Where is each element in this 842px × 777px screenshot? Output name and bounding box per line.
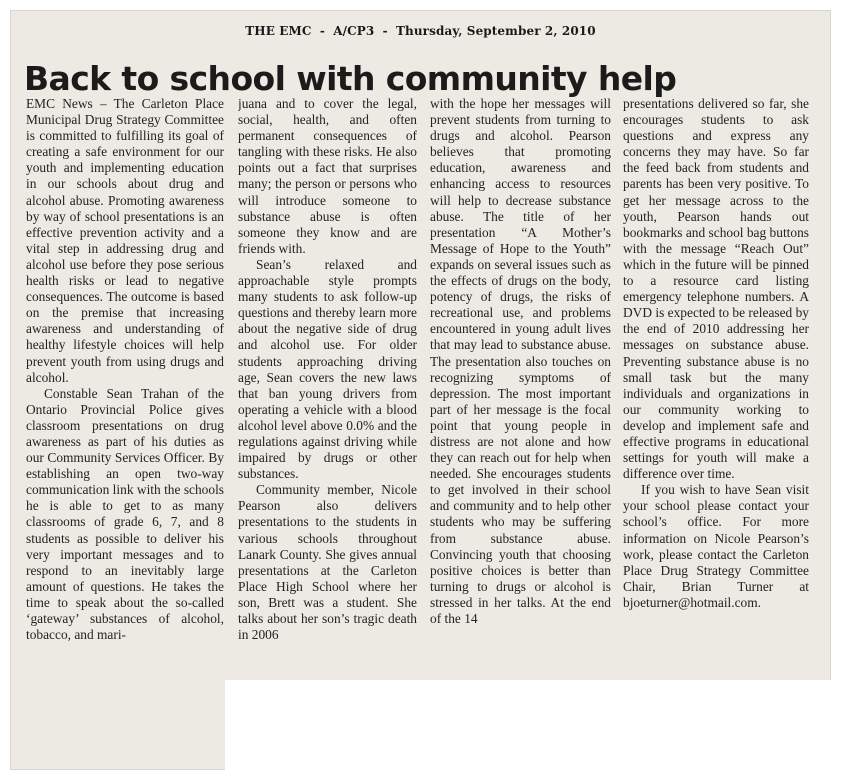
article-paragraph: Sean’s relaxed and approachable style prompts many students to ask follow-up questions and thereby learn more about the negative side of drug and alcohol use. For older students approaching driving age, Sean covers the new laws that ban young drivers from operating a vehicle with a blood alcohol level above 0.0% and the regulations against driving while impaired by drugs or other substances. — [238, 256, 417, 482]
page-background — [225, 680, 832, 772]
article-column-4 — [623, 96, 809, 690]
article-paragraph: Constable Sean Trahan of the Ontario Provincial Police gives classroom presentations on drug awareness as part of his duties as our Community Services Officer. By establishing an open two-way communication link with the schools he is able to get to as many classrooms of grade 6, 7, and 8 students as possible to deliver his very important messages and to respond to an inevitably large amount of questions. He takes the time to speak about the so-called ‘gateway’ substances of alcohol, tobacco, and mari- — [26, 385, 224, 643]
issue-date: Thursday, September 2, 2010 — [396, 24, 596, 38]
page-number: A/CP3 — [333, 24, 375, 38]
article-paragraph: Community member, Nicole Pearson also delivers presentations to the students in various schools throughout Lanark County. She gives annual presentations at the Carleton Place High School where her son, Brett was a student. She talks about her son’s tragic death in 2006 — [238, 482, 417, 643]
article-paragraph: presentations delivered so far, she encourages students to ask questions and express any concerns they may have. So far the feed back from students and parents has been very positive. To get her message across to the youth, Pearson hands out bookmarks and school bag buttons with the message “Reach Out” which in the future will be pinned to a resource card listing emergency telephone numbers. A DVD is expected to be released by the end of 2010 addressing her messages on substance abuse. Preventing substance abuse is no small task but the many individuals and organizations in our community working to develop and implement safe and effective programs in educational settings for youth will make a difference over time. — [623, 96, 809, 482]
article-column-1 — [26, 96, 224, 766]
paper-name: THE EMC — [245, 24, 312, 38]
page-header: THE EMC - A/CP3 - Thursday, September 2, 2010 — [245, 24, 596, 38]
newspaper-clipping — [10, 10, 831, 770]
article-headline: Back to school with community help — [24, 59, 677, 98]
article-paragraph: EMC News – The Carleton Place Municipal Drug Strategy Committee is committed to fulfilling its goal of creating a safe environment for our youth and implementing education in our schools about drug and alcohol abuse. Promoting awareness by way of school presentations is an effective prevention activity and a vital step in addressing drug and alcohol use before they pose serious health risks or lead to negative consequences. The outcome is based on the premise that increasing awareness and understanding of healthy lifestyle choices will help prevent youth from using drugs and alcohol. — [26, 96, 224, 385]
article-paragraph: If you wish to have Sean visit your school please contact your school’s office. For more information on Nicole Pearson’s work, please contact the Carleton Place Drug Strategy Committee Chair, Brian Turner at bjoeturner@hotmail.com. — [623, 482, 809, 610]
article-column-2 — [238, 96, 417, 690]
article-column-3 — [430, 96, 611, 690]
article-paragraph: juana and to cover the legal, social, health, and often permanent consequences of tangling with these risks. He also points out a fact that surprises many; the person or persons who will introduce someone to substance abuse is often someone they know and are friends with. — [238, 96, 417, 256]
article-paragraph: with the hope her messages will prevent students from turning to drugs and alcohol. Pearson believes that promoting education, awareness and enhancing access to resources will help to decrease substance abuse. The title of her presentation “A Mother’s Message of Hope to the Youth” expands on several issues such as the effects of drugs on the body, potency of drugs, the risks of recreational use, and problems encountered in young adult lives that may lead to substance abuse. The presentation also touches on recognizing symptoms of depression. The most important part of her message is the focal point that young people in distress are not alone and how they can reach out for help when needed. She encourages students to get involved in their school and community and to help other students who may be suffering from substance abuse. Convincing youth that choosing positive choices is better than turning to drugs or alcohol is stressed in her talks. At the end of the 14 — [430, 96, 611, 626]
